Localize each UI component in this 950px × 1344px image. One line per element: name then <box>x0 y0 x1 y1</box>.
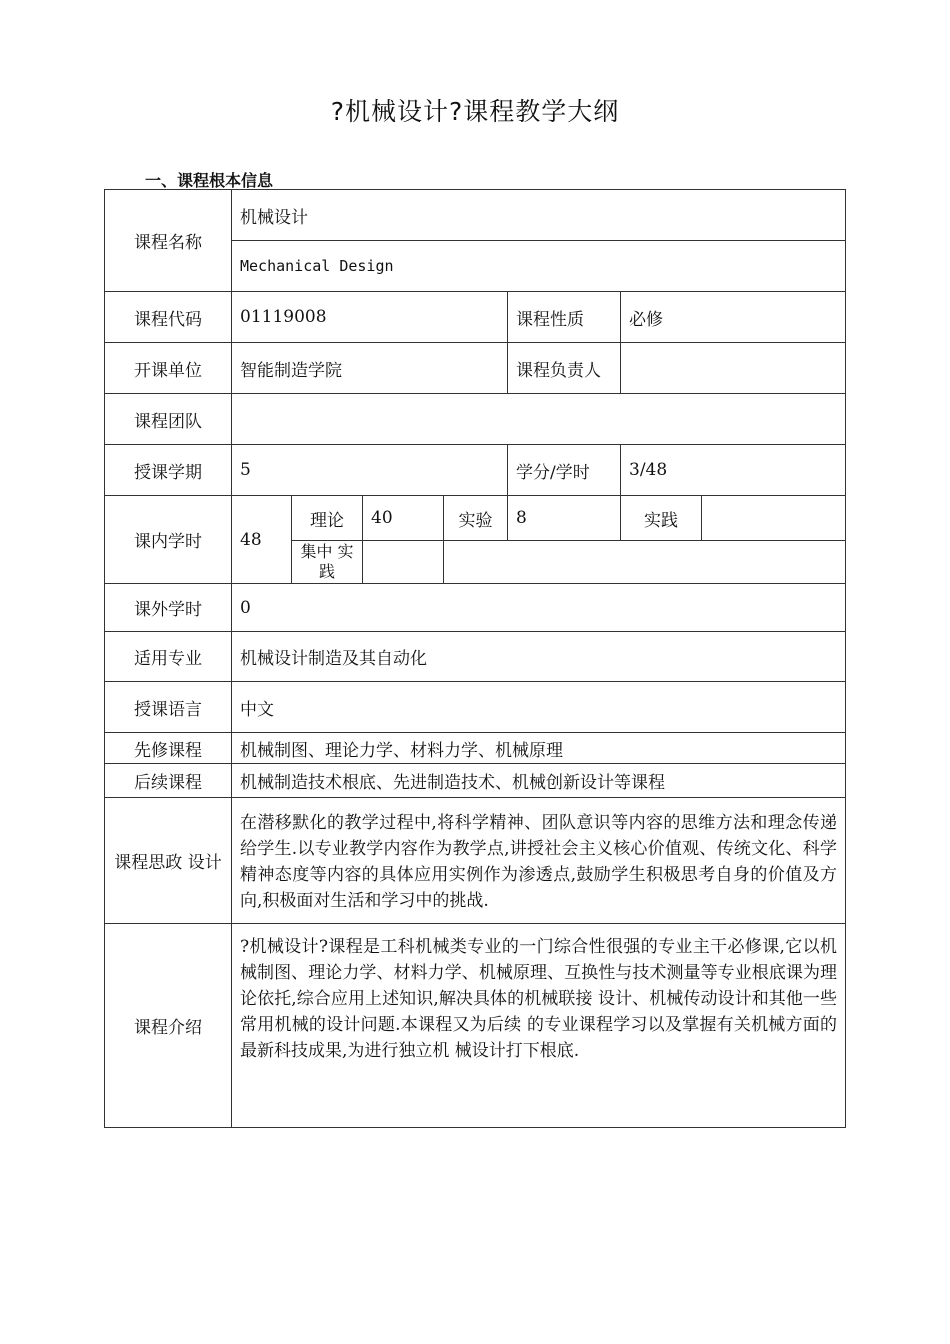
intro-label: 课程介绍 <box>105 924 232 1128</box>
table-row <box>105 798 846 924</box>
outclass-hours-label: 课外学时 <box>105 584 232 632</box>
practice-hours <box>702 496 846 541</box>
lab-label: 实验 <box>444 496 508 541</box>
theory-label: 理论 <box>292 496 363 541</box>
course-code-label: 课程代码 <box>105 292 232 343</box>
major-value: 机械设计制造及其自动化 <box>232 632 846 682</box>
table-row <box>105 190 846 241</box>
major-label: 适用专业 <box>105 632 232 682</box>
ideology-label: 课程思政 设计 <box>105 798 232 924</box>
prereq-label: 先修课程 <box>105 733 232 764</box>
course-name-cn: 机械设计 <box>232 190 846 241</box>
intro-value <box>232 924 846 1128</box>
course-nature-label: 课程性质 <box>508 292 621 343</box>
lab-hours: 8 <box>508 496 621 541</box>
theory-hours: 40 <box>363 496 444 541</box>
ideology-text: 在潜移默化的教学过程中,将科学精神、团队意识等内容的思维方法和理念传递给学生.以专业教学内容作为教学点,讲授社会主义核心价值观、传统文化、科学精神态度等内容的具体应用实例作为渗透点,鼓励学生积极思考自身的价值及方向,积极面对生活和学习中的挑战. <box>240 812 838 911</box>
inclass-hours-label: 课内学时 <box>105 496 232 584</box>
section-heading: 一、课程根本信息 <box>145 171 274 190</box>
table-row <box>105 343 846 394</box>
table-row <box>105 682 846 733</box>
course-unit: 智能制造学院 <box>232 343 508 394</box>
course-owner <box>621 343 846 394</box>
outclass-hours-value: 0 <box>232 584 846 632</box>
table-row <box>105 394 846 445</box>
table-row <box>105 733 846 764</box>
inclass-hours-value: 48 <box>232 496 292 584</box>
followup-value: 机械制造技术根底、先进制造技术、机械创新设计等课程 <box>232 764 846 798</box>
language-label: 授课语言 <box>105 682 232 733</box>
document-title: ?机械设计?课程教学大纲 <box>330 97 620 126</box>
table-row <box>105 445 846 496</box>
intro-text: ?机械设计?课程是工科机械类专业的一门综合性很强的专业主干必修课,它以机械制图、理论力学、材料力学、机械原理、互换性与技术测量等专业根底课为理论依托,综合应用上述知识,解决具体的机械联接 设计、机械传动设计和其他一些常用机械的设计问题.本课程又为后续 的专业课程学习以及掌握有关机械方面的最新科技成果,为进行独立机 械设计打下根底. <box>240 937 838 1061</box>
course-owner-label: 课程负责人 <box>508 343 621 394</box>
ideology-value <box>232 798 846 924</box>
course-info-table <box>104 189 846 1128</box>
table-row <box>105 292 846 343</box>
intensive-practice-label: 集中 实践 <box>292 541 363 584</box>
table-row <box>105 632 846 682</box>
course-code: 01119008 <box>232 292 508 343</box>
intensive-practice-hours <box>363 541 444 584</box>
table-row <box>105 584 846 632</box>
credit-label: 学分/学时 <box>508 445 621 496</box>
credit-value: 3/48 <box>621 445 846 496</box>
course-team <box>232 394 846 445</box>
followup-label: 后续课程 <box>105 764 232 798</box>
course-name-label: 课程名称 <box>105 190 232 292</box>
practice-label: 实践 <box>621 496 702 541</box>
course-team-label: 课程团队 <box>105 394 232 445</box>
blank-cell <box>444 541 846 584</box>
course-nature: 必修 <box>621 292 846 343</box>
semester-value: 5 <box>232 445 508 496</box>
course-unit-label: 开课单位 <box>105 343 232 394</box>
semester-label: 授课学期 <box>105 445 232 496</box>
table-row <box>105 924 846 1128</box>
language-value: 中文 <box>232 682 846 733</box>
course-name-en: Mechanical Design <box>232 241 846 292</box>
table-row <box>105 764 846 798</box>
table-row <box>105 496 846 541</box>
prereq-value: 机械制图、理论力学、材料力学、机械原理 <box>232 733 846 764</box>
